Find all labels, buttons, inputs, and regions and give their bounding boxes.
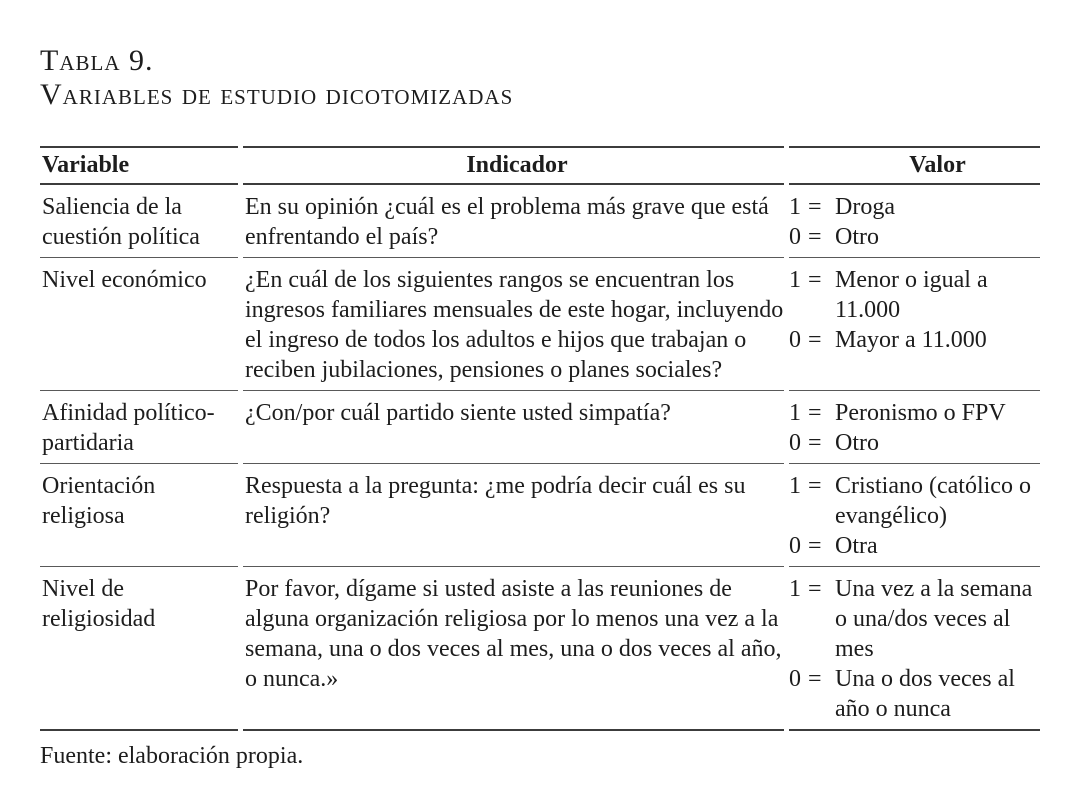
equals-sign: = <box>808 194 822 220</box>
value-code: 1 <box>789 400 801 426</box>
value-cell <box>789 391 1040 464</box>
value-line <box>789 265 1040 325</box>
rule-gap-column-2 <box>784 144 789 733</box>
table-row <box>40 258 1040 391</box>
indicator-cell: ¿Con/por cuál partido siente usted simpatía? <box>245 400 671 426</box>
variable-cell: Nivel de religiosidad <box>42 576 156 632</box>
value-code: 0 <box>789 224 801 250</box>
variable-cell: Saliencia de la cuestión política <box>42 194 200 250</box>
column-header-variable: Variable <box>42 152 130 178</box>
equals-sign: = <box>808 533 822 559</box>
value-cell <box>789 567 1040 731</box>
table-title <box>40 44 1040 112</box>
value-line <box>789 428 1040 458</box>
value-line <box>789 471 1040 531</box>
equals-sign: = <box>808 473 822 499</box>
value-code: 0 <box>789 327 801 353</box>
value-line <box>789 574 1040 664</box>
table-row <box>40 184 1040 258</box>
value-code: 1 <box>789 194 801 220</box>
value-code: 1 <box>789 576 801 602</box>
equals-sign: = <box>808 430 822 456</box>
equals-sign: = <box>808 576 822 602</box>
indicator-cell: Por favor, dígame si usted asiste a las reuniones de alguna organización religiosa por lo menos una vez a la semana, una o dos veces al mes, una o dos veces al año, o nunca.» <box>245 576 782 692</box>
value-label: Otra <box>835 533 878 559</box>
table-title-text: Variables de estudio dicotomizadas <box>40 78 514 111</box>
value-label: Cristiano (católico o evangélico) <box>835 473 1031 529</box>
column-header-value: Valor <box>909 152 966 178</box>
equals-sign: = <box>808 224 822 250</box>
value-label: Otro <box>835 224 879 250</box>
value-label: Mayor a 11.000 <box>835 327 987 353</box>
value-label: Otro <box>835 430 879 456</box>
table-row <box>40 391 1040 464</box>
value-cell <box>789 258 1040 391</box>
value-line <box>789 664 1040 724</box>
value-line <box>789 398 1040 428</box>
table-body <box>40 184 1040 730</box>
value-line <box>789 192 1040 222</box>
value-line <box>789 325 1040 355</box>
value-label: Droga <box>835 194 895 220</box>
value-code: 1 <box>789 473 801 499</box>
table-row <box>40 567 1040 731</box>
value-cell <box>789 184 1040 258</box>
value-code: 0 <box>789 666 801 692</box>
table-header-row <box>40 147 1040 184</box>
value-code: 0 <box>789 533 801 559</box>
table-row <box>40 464 1040 567</box>
value-label: Menor o igual a 11.000 <box>835 267 988 323</box>
equals-sign: = <box>808 400 822 426</box>
equals-sign: = <box>808 666 822 692</box>
column-header-indicator: Indicador <box>466 152 568 178</box>
rule-gap-column-1 <box>238 144 243 733</box>
equals-sign: = <box>808 267 822 293</box>
source-note: Fuente: elaboración propia. <box>40 743 304 769</box>
indicator-cell: En su opinión ¿cuál es el problema más grave que está enfrentando el país? <box>245 194 769 250</box>
table-title-number: Tabla 9. <box>40 44 154 77</box>
indicator-cell: ¿En cuál de los siguientes rangos se encuentran los ingresos familiares mensuales de este hogar, incluyendo el ingreso de todos los adultos e hijos que trabajan o reciben jubilaciones, pensiones o planes sociales? <box>245 267 784 383</box>
variable-cell: Orientación religiosa <box>42 473 156 529</box>
variables-table <box>40 146 1040 731</box>
value-line <box>789 531 1040 561</box>
value-code: 1 <box>789 267 801 293</box>
value-label: Una vez a la semana o una/dos veces al mes <box>835 576 1033 662</box>
value-label: Una o dos veces al año o nunca <box>835 666 1015 722</box>
value-cell <box>789 464 1040 567</box>
variable-cell: Nivel económico <box>42 267 207 293</box>
value-code: 0 <box>789 430 801 456</box>
table-wrap <box>40 146 1040 731</box>
equals-sign: = <box>808 327 822 353</box>
variable-cell: Afinidad político-partidaria <box>42 400 215 456</box>
indicator-cell: Respuesta a la pregunta: ¿me podría decir cuál es su religión? <box>245 473 746 529</box>
value-line <box>789 222 1040 252</box>
value-label: Peronismo o FPV <box>835 400 1006 426</box>
